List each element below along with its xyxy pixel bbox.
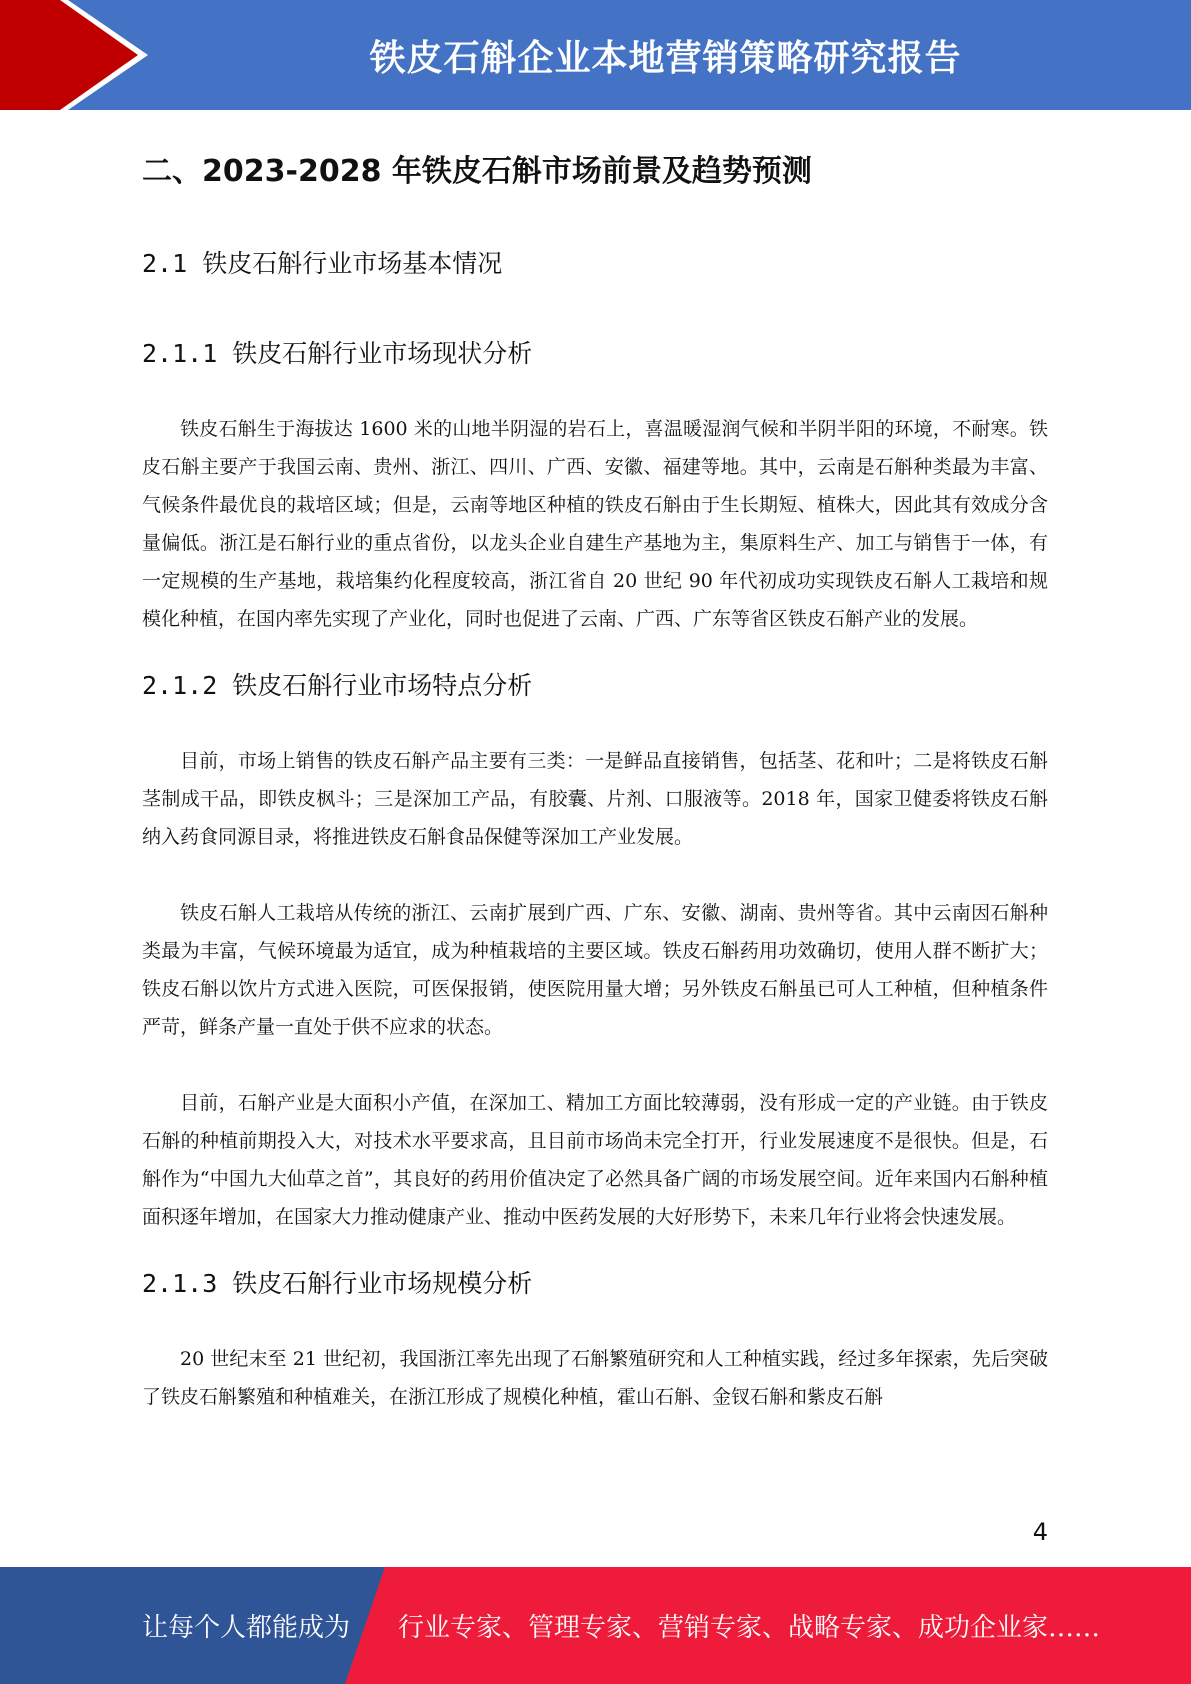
section-title: 二、2023-2028 年铁皮石斛市场前景及趋势预测 (142, 154, 812, 189)
paragraph: 铁皮石斛生于海拔达 1600 米的山地半阴湿的岩石上，喜温暖湿润气候和半阴半阳的环境，不耐寒。铁皮石斛主要产于我国云南、贵州、浙江、四川、广西、安徽、福建等地。其中，云南是石斛种类最为丰富、气候条件最优良的栽培区域；但是，云南等地区种植的铁皮石斛由于生长期短、植株大，因此其有效成分含量偏低。浙江是石斛行业的重点省份，以龙头企业自建生产基地为主，集原料生产、加工与销售于一体，有一定规模的生产基地，栽培集约化程度较高，浙江省自 20 世纪 90 年代初成功实现铁皮石斛人工栽培和规模化种植，在国内率先实现了产业化，同时也促进了云南、广西、广东等省区铁皮石斛产业的发展。 (142, 418, 1048, 630)
subsubsection-title-2-1-3: 2.1.3 铁皮石斛行业市场规模分析 (142, 1269, 533, 1298)
paragraph: 20 世纪末至 21 世纪初，我国浙江率先出现了石斛繁殖研究和人工种植实践，经过多年探索，先后突破了铁皮石斛繁殖和种植难关，在浙江形成了规模化种植，霍山石斛、金钗石斛和紫皮石斛 (142, 1348, 1048, 1408)
footer-slogan-left: 让每个人都能成为 (142, 1613, 351, 1643)
report-title: 铁皮石斛企业本地营销策略研究报告 (369, 37, 962, 79)
subsubsection-title-2-1-2: 2.1.2 铁皮石斛行业市场特点分析 (142, 671, 533, 700)
subsubsection-title-2-1-1: 2.1.1 铁皮石斛行业市场现状分析 (142, 339, 533, 368)
header-arrow-icon (0, 0, 160, 110)
footer-bar (0, 1567, 1191, 1684)
header-bar (0, 0, 1191, 110)
page-number: 4 (1032, 1518, 1048, 1546)
subsection-title: 2.1 铁皮石斛行业市场基本情况 (142, 249, 503, 278)
paragraph: 铁皮石斛人工栽培从传统的浙江、云南扩展到广西、广东、安徽、湖南、贵州等省。其中云南因石斛种类最为丰富，气候环境最为适宜，成为种植栽培的主要区域。铁皮石斛药用功效确切，使用人群不断扩大；铁皮石斛以饮片方式进入医院，可医保报销，使医院用量大增；另外铁皮石斛虽已可人工种植，但种植条件严苛，鲜条产量一直处于供不应求的状态。 (142, 902, 1048, 1038)
paragraph: 目前，市场上销售的铁皮石斛产品主要有三类：一是鲜品直接销售，包括茎、花和叶；二是将铁皮石斛茎制成干品，即铁皮枫斗；三是深加工产品，有胶囊、片剂、口服液等。2018 年，国家卫健委将铁皮石斛纳入药食同源目录，将推进铁皮石斛食品保健等深加工产业发展。 (142, 750, 1048, 848)
paragraph: 目前，石斛产业是大面积小产值，在深加工、精加工方面比较薄弱，没有形成一定的产业链。由于铁皮石斛的种植前期投入大，对技术水平要求高，且目前市场尚未完全打开，行业发展速度不是很快。但是，石斛作为“中国九大仙草之首”，其良好的药用价值决定了必然具备广阔的市场发展空间。近年来国内石斛种植面积逐年增加，在国家大力推动健康产业、推动中医药发展的大好形势下，未来几年行业将会快速发展。 (142, 1092, 1048, 1228)
document-body (142, 130, 1048, 1416)
footer-slogan-right: 行业专家、管理专家、营销专家、战略专家、成功企业家…… (398, 1613, 1101, 1643)
